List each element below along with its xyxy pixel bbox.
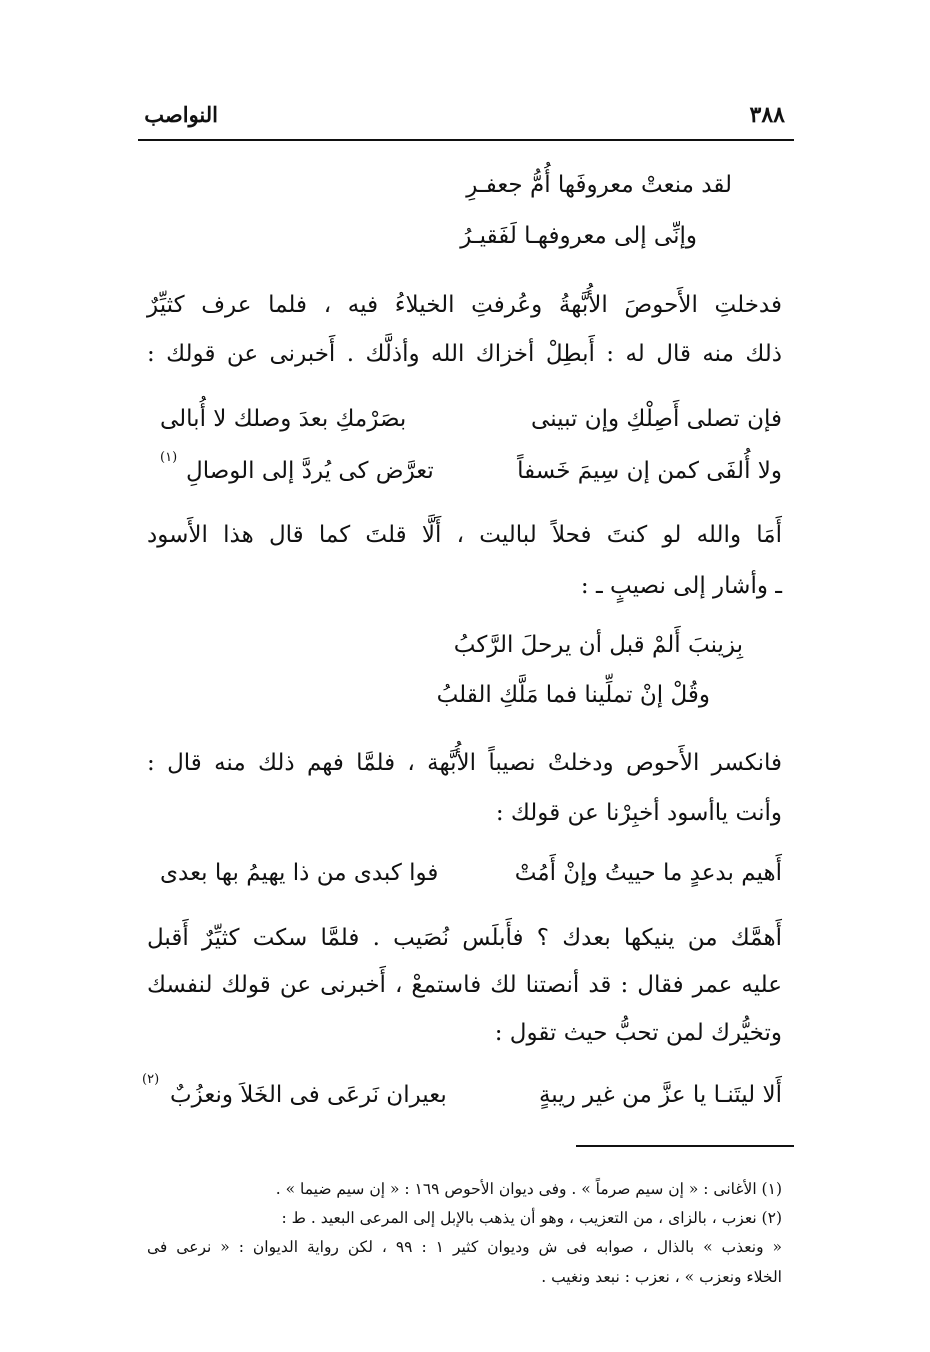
footnote-rule — [576, 1145, 794, 1147]
couplet-hemistich-left: تعرَّض كى يُردَّ إلى الوصالِ — [186, 458, 434, 484]
couplet-hemistich-left: بعيران نَرعَى فى الخَلاَ ونعزُبٌ — [170, 1082, 447, 1108]
prose-line: ـ وأشار إلى نصيبٍ ـ : — [580, 573, 782, 599]
footnote-line: الخلاء ونعزب » ، نعزب : نبعد ونغيب . — [541, 1268, 782, 1286]
footnote-line: « ونعذب » بالذال ، صوابه فى ش وديوان كثير ١ : ٩٩ ، لكن رواية الديوان : « نرعى فى — [147, 1238, 782, 1256]
page-number: ٣٨٨ — [749, 102, 785, 128]
prose-line: وأنت ياأسود أخبِرْنا عن قولك : — [495, 800, 782, 826]
verse-line: وإنِّى إلى معروفهـا لَفَقيـرُ — [460, 223, 697, 249]
footnote-line: (١) الأغانى : « إن سيم صرماً » . وفى ديوان الأحوص ١٦٩ : « إن سيم ضيما » . — [275, 1180, 782, 1198]
couplet-hemistich-right: فإن تصلى أَصِلْكِ وإن تبينى — [531, 406, 782, 432]
verse-line: لقد منعتْ معروفَها أُمُّ جعفـرِ — [466, 172, 732, 198]
prose-line: عليه عمر فقال : قد أنصتنا لك فاستمعْ ، أَخبرنى عن قولك لنفسك — [147, 972, 782, 998]
footnote-marker: (٢) — [142, 1072, 160, 1087]
verse-line: بِزينبَ أَلمْ قبل أن يرحلَ الرَّكبُ — [453, 632, 743, 658]
prose-line: وتخيُّرك لمن تحبُّ حيث تقول : — [494, 1020, 782, 1046]
prose-line: فانكسر الأَحوص ودخلتْ نصيباً الأُبَّهة ، فلمَّا فهم ذلك منه قال : — [147, 750, 782, 776]
verse-line: وقُلْ إنْ تملِّينا فما مَلَّكِ القلبُ — [436, 682, 710, 708]
couplet-hemistich-right: ولا أُلفَى كمن إن سِيمَ خَسفاً — [517, 458, 782, 484]
footnote-line: (٢) نعزب ، بالزاى ، من التعزيب ، وهو أن يذهب بالإبل إلى المرعى البعيد . ط : — [281, 1209, 782, 1227]
prose-line: أَمَا والله لو كنتَ فحلاً لباليت ، أَلَّا قلتَ كما قال هذا الأَسود — [147, 522, 782, 548]
couplet-hemistich-left: فوا كبدى من ذا يهيمُ بها بعدى — [160, 860, 439, 886]
footnote-marker: (١) — [160, 450, 178, 465]
header-rule — [138, 139, 794, 141]
couplet-hemistich-right: أَهيم بدعدٍ ما حييتُ وإنْ أَمُتْ — [514, 860, 782, 886]
prose-line: أَهمَّك من ينيكها بعدك ؟ فأَبلَس نُصَيب . فلمَّا سكت كثيِّرٌ أَقبل — [147, 925, 782, 951]
prose-line: فدخلتِ الأَحوصَ الأُبَّهةُ وعُرفتِ الخيلاءُ فيه ، فلما عرف كثيِّرٌ — [147, 292, 782, 318]
couplet-hemistich-left: بصَرْمكِ بعدَ وصلك لا أُبالى — [160, 406, 407, 432]
couplet-hemistich-right: أَلا ليتَنـا يا عزَّ من غير ريبةٍ — [538, 1082, 782, 1108]
prose-line: ذلك منه قال له : أَبطِلْ أخزاك الله وأذلَّك . أَخبرنى عن قولك : — [147, 341, 782, 367]
running-title: النواصب — [144, 102, 218, 127]
